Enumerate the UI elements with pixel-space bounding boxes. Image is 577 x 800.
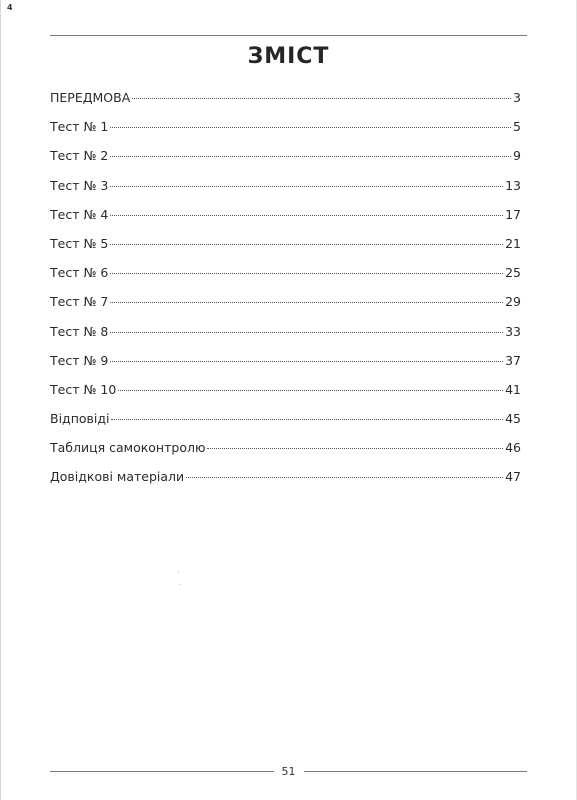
toc-leader-dots xyxy=(110,215,503,216)
toc-entry-label: Тест № 6 xyxy=(50,265,109,281)
toc-entry-page: 17 xyxy=(505,206,521,222)
toc-entry-label: Тест № 3 xyxy=(50,177,109,193)
toc-entry-label: Тест № 10 xyxy=(50,381,117,397)
corner-mark: 4 xyxy=(7,3,13,12)
toc-entry[interactable] xyxy=(50,148,521,177)
toc-leader-dots xyxy=(110,244,503,245)
toc-entry-page: 41 xyxy=(505,381,521,397)
scan-speck xyxy=(178,571,179,572)
toc-leader-dots xyxy=(207,448,503,449)
toc-entry-label: Тест № 8 xyxy=(50,323,109,339)
scan-speck xyxy=(179,584,180,585)
toc-entry[interactable] xyxy=(50,469,521,498)
toc-leader-dots xyxy=(110,186,503,187)
toc-entry[interactable] xyxy=(50,90,521,119)
toc-entry-page: 47 xyxy=(505,469,521,485)
toc-entry-label: Таблиця самоконтролю xyxy=(50,440,206,456)
toc-entry-label: Тест № 2 xyxy=(50,148,109,164)
table-of-contents xyxy=(50,90,521,499)
toc-entry-page: 29 xyxy=(505,294,521,310)
toc-entry-label: Тест № 5 xyxy=(50,235,109,251)
toc-entry-label: Відповіді xyxy=(50,411,110,427)
toc-leader-dots xyxy=(110,332,503,333)
top-rule xyxy=(50,35,527,36)
toc-leader-dots xyxy=(110,302,503,303)
toc-leader-dots xyxy=(186,477,503,478)
toc-leader-dots xyxy=(110,156,511,157)
toc-entry[interactable] xyxy=(50,294,521,323)
toc-entry-page: 13 xyxy=(505,177,521,193)
toc-entry-label: Тест № 1 xyxy=(50,119,109,135)
toc-entry[interactable] xyxy=(50,207,521,236)
toc-entry-page: 25 xyxy=(505,265,521,281)
toc-entry[interactable] xyxy=(50,411,521,440)
toc-entry-page: 3 xyxy=(513,90,521,105)
toc-leader-dots xyxy=(110,127,511,128)
footer-rule-left xyxy=(50,771,274,772)
toc-entry-label: Довідкові матеріали xyxy=(50,469,185,485)
toc-entry-page: 46 xyxy=(505,440,521,456)
toc-entry[interactable] xyxy=(50,324,521,353)
toc-entry[interactable] xyxy=(50,353,521,382)
toc-entry[interactable] xyxy=(50,382,521,411)
toc-entry[interactable] xyxy=(50,440,521,469)
toc-entry-page: 37 xyxy=(505,352,521,368)
toc-leader-dots xyxy=(132,98,511,99)
toc-leader-dots xyxy=(111,419,503,420)
toc-entry-label: Тест № 7 xyxy=(50,294,109,310)
page-number: 51 xyxy=(281,765,296,778)
toc-entry-label: Тест № 4 xyxy=(50,206,109,222)
toc-entry[interactable] xyxy=(50,236,521,265)
toc-entry-label: ПЕРЕДМОВА xyxy=(50,90,131,105)
toc-entry-page: 45 xyxy=(505,411,521,427)
toc-entry-page: 5 xyxy=(513,119,521,135)
toc-leader-dots xyxy=(118,390,503,391)
footer-rule-right xyxy=(304,771,528,772)
toc-entry-page: 33 xyxy=(505,323,521,339)
toc-entry-page: 9 xyxy=(513,148,521,164)
toc-leader-dots xyxy=(110,361,503,362)
toc-entry[interactable] xyxy=(50,178,521,207)
toc-entry[interactable] xyxy=(50,119,521,148)
toc-entry-label: Тест № 9 xyxy=(50,352,109,368)
toc-entry[interactable] xyxy=(50,265,521,294)
toc-entry-page: 21 xyxy=(505,235,521,251)
toc-leader-dots xyxy=(110,273,503,274)
page-title: ЗМІСТ xyxy=(247,44,330,69)
page-footer xyxy=(50,765,527,778)
